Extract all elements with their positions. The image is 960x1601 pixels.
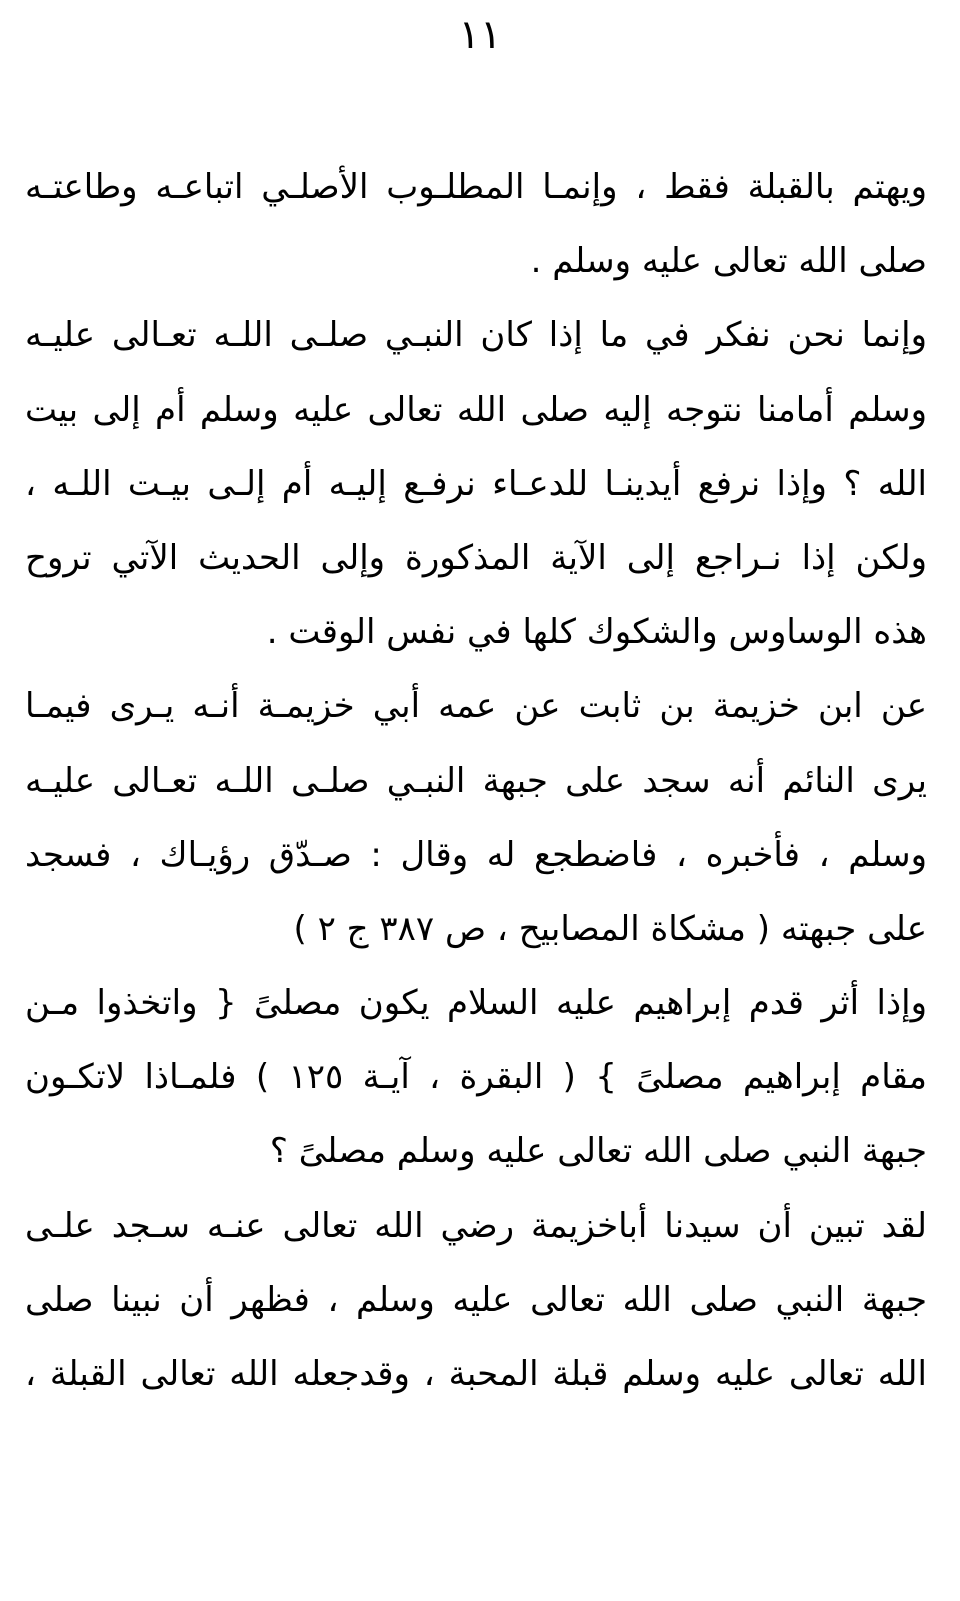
text-line: ولكن إذا نـراجع إلى الآية المذكورة وإلى الحديث الآتي تروح bbox=[25, 537, 927, 578]
text-line: مقام إبراهيم مصلىً } ( البقرة ، آيـة ١٢٥ ) فلمـاذا لاتكـون bbox=[25, 1057, 928, 1098]
text-line: يرى النائم أنه سجد على جبهة النبـي صلـى اللـه تعـالى عليـه bbox=[25, 760, 927, 801]
body-text bbox=[25, 150, 927, 1411]
text-line: جبهة النبي صلى الله تعالى عليه وسلم مصلىً ؟ bbox=[269, 1131, 927, 1172]
text-line: صلى الله تعالى عليه وسلم . bbox=[530, 241, 927, 282]
text-line: الله ؟ وإذا نرفع أيدينـا للدعـاء نرفـع إليـه أم إلـى بيـت اللـه ، bbox=[25, 463, 927, 504]
text-line: عن ابن خزيمة بن ثابت عن عمه أبي خزيمـة أنـه يـرى فيمـا bbox=[25, 686, 927, 727]
text-line: الله تعالى عليه وسلم قبلة المحبة ، وقدجعله الله تعالى القبلة ، bbox=[25, 1354, 927, 1394]
text-line: ويهتم بالقبلة فقط ، وإنمـا المطلـوب الأصلـي اتباعـه وطاعتـه bbox=[25, 167, 927, 207]
page-number: ١١ bbox=[458, 12, 502, 58]
text-line: وإذا أثر قدم إبراهيم عليه السلام يكون مصلىً { واتخذوا مـن bbox=[25, 983, 927, 1024]
text-line: جبهة النبي صلى الله تعالى عليه وسلم ، فظهر أن نبينا صلى bbox=[25, 1279, 927, 1320]
text-line: وسلم أمامنا نتوجه إليه صلى الله تعالى عليه وسلم أم إلى بيت bbox=[25, 389, 927, 430]
text-line: لقد تبين أن سيدنا أباخزيمة رضي الله تعالى عنـه سـجد علـى bbox=[25, 1205, 927, 1246]
text-line: هذه الوساوس والشكوك كلها في نفس الوقت . bbox=[266, 612, 927, 653]
text-line: وإنما نحن نفكر في ما إذا كان النبـي صلـى اللـه تعـالى عليـه bbox=[25, 315, 927, 356]
text-line: وسلم ، فأخبره ، فاضطجع له وقال : صـدّق رؤيـاك ، فسجد bbox=[25, 834, 927, 875]
text-line: على جبهته ( مشكاة المصابيح ، ص ٣٨٧ ج ٢ ) bbox=[293, 908, 927, 949]
